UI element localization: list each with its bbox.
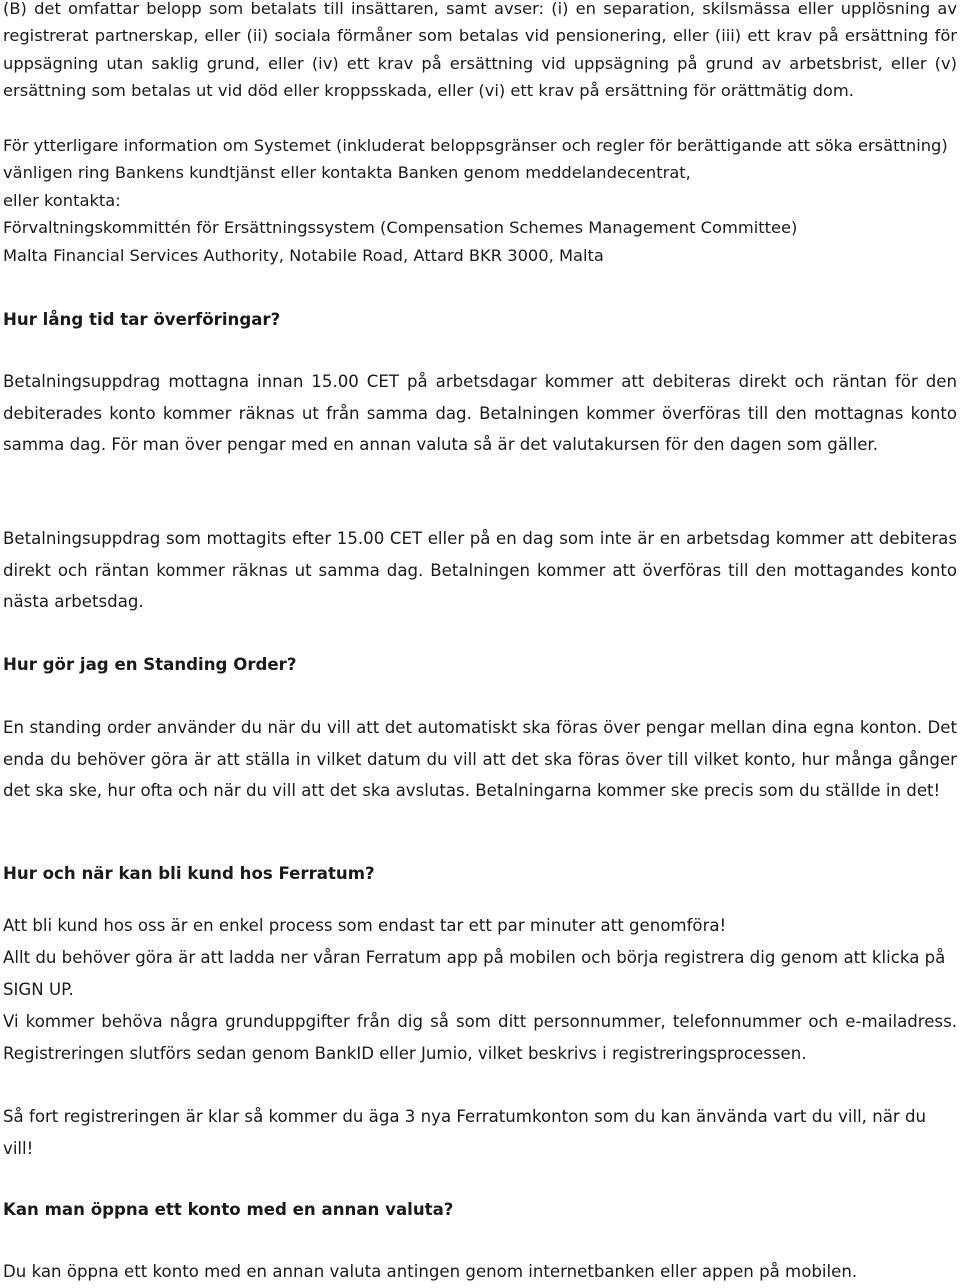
customer-paragraph-3: Vi kommer behöva några grunduppgifter från dig så som ditt personnummer, telefonnummer och e-mailadress. Registreringen slutförs sedan genom BankID eller Jumio, vilket beskrivs i registreringsprocessen.	[3, 1012, 957, 1063]
info-contact-line: eller kontakta:	[3, 190, 121, 210]
standing-order-paragraph: En standing order använder du när du vill att det automatiskt ska föras över pengar mellan dina egna konton. Det enda du behöver göra är att ställa in vilket datum du vill att det ska föras över till vilket konto, hur många gånger det ska ske, hur ofta och när du vill att det ska avslutas. Betalningarna kommer ske precis som du ställde in det!	[3, 718, 957, 801]
info-section	[3, 132, 957, 269]
customer-paragraph-2: Allt du behöver göra är att ladda ner våran Ferratum app på mobilen och börja registrera dig genom att klicka på SIGN UP.	[3, 948, 946, 999]
customer-heading: Hur och när kan bli kund hos Ferratum?	[3, 864, 375, 883]
standing-order-heading: Hur gör jag en Standing Order?	[3, 655, 297, 674]
currency-heading: Kan man öppna ett konto med en annan valuta?	[3, 1200, 454, 1219]
info-address-line: Malta Financial Services Authority, Notabile Road, Attard BKR 3000, Malta	[3, 245, 604, 265]
transfer-paragraph-2: Betalningsuppdrag som mottagits efter 15.00 CET eller på en dag som inte är en arbetsdag kommer att debiteras direkt och räntan kommer räknas ut samma dag. Betalningen kommer att överföras till den mottagandes konto nästa arbetsdag.	[3, 529, 957, 612]
transfer-paragraph-1: Betalningsuppdrag mottagna innan 15.00 CET på arbetsdagar kommer att debiteras direkt och räntan för den debiterades konto kommer räknas ut från samma dag. Betalningen kommer överföras till den mottagnas konto samma dag. För man över pengar med en annan valuta så är det valutakursen för den dagen som gäller.	[3, 372, 957, 455]
info-paragraph: För ytterligare information om Systemet (inkluderat beloppsgränser och regler för berättigande att söka ersättning) vänligen ring Bankens kundtjänst eller kontakta Banken genom meddelandecentrat,	[3, 136, 948, 183]
transfer-heading: Hur lång tid tar överföringar?	[3, 310, 281, 329]
currency-paragraph: Du kan öppna ett konto med en annan valuta antingen genom internetbanken eller appen på mobilen.	[3, 1262, 858, 1281]
customer-paragraph-4: Så fort registreringen är klar så kommer du äga 3 nya Ferratumkonton som du kan änvända vart du vill, när du vill!	[3, 1107, 927, 1158]
info-committee-line: Förvaltningskommittén för Ersättningssystem (Compensation Schemes Management Committee)	[3, 218, 798, 238]
intro-paragraph: (B) det omfattar belopp som betalats till insättaren, samt avser: (i) en separation, skilsmässa eller upplösning av registrerat partnerskap, eller (ii) sociala förmåner som betalas vid pensionering, eller (iii) ett krav på ersättning för uppsägning utan saklig grund, eller (iv) ett krav på ersättning vid uppsägning på grund av arbetsbrist, eller (v) ersättning som betalas ut vid död eller kroppsskada, eller (vi) ett krav på ersättning för orättmätig dom.	[3, 0, 957, 101]
customer-paragraph-1: Att bli kund hos oss är en enkel process som endast tar ett par minuter att genomföra!	[3, 916, 727, 935]
